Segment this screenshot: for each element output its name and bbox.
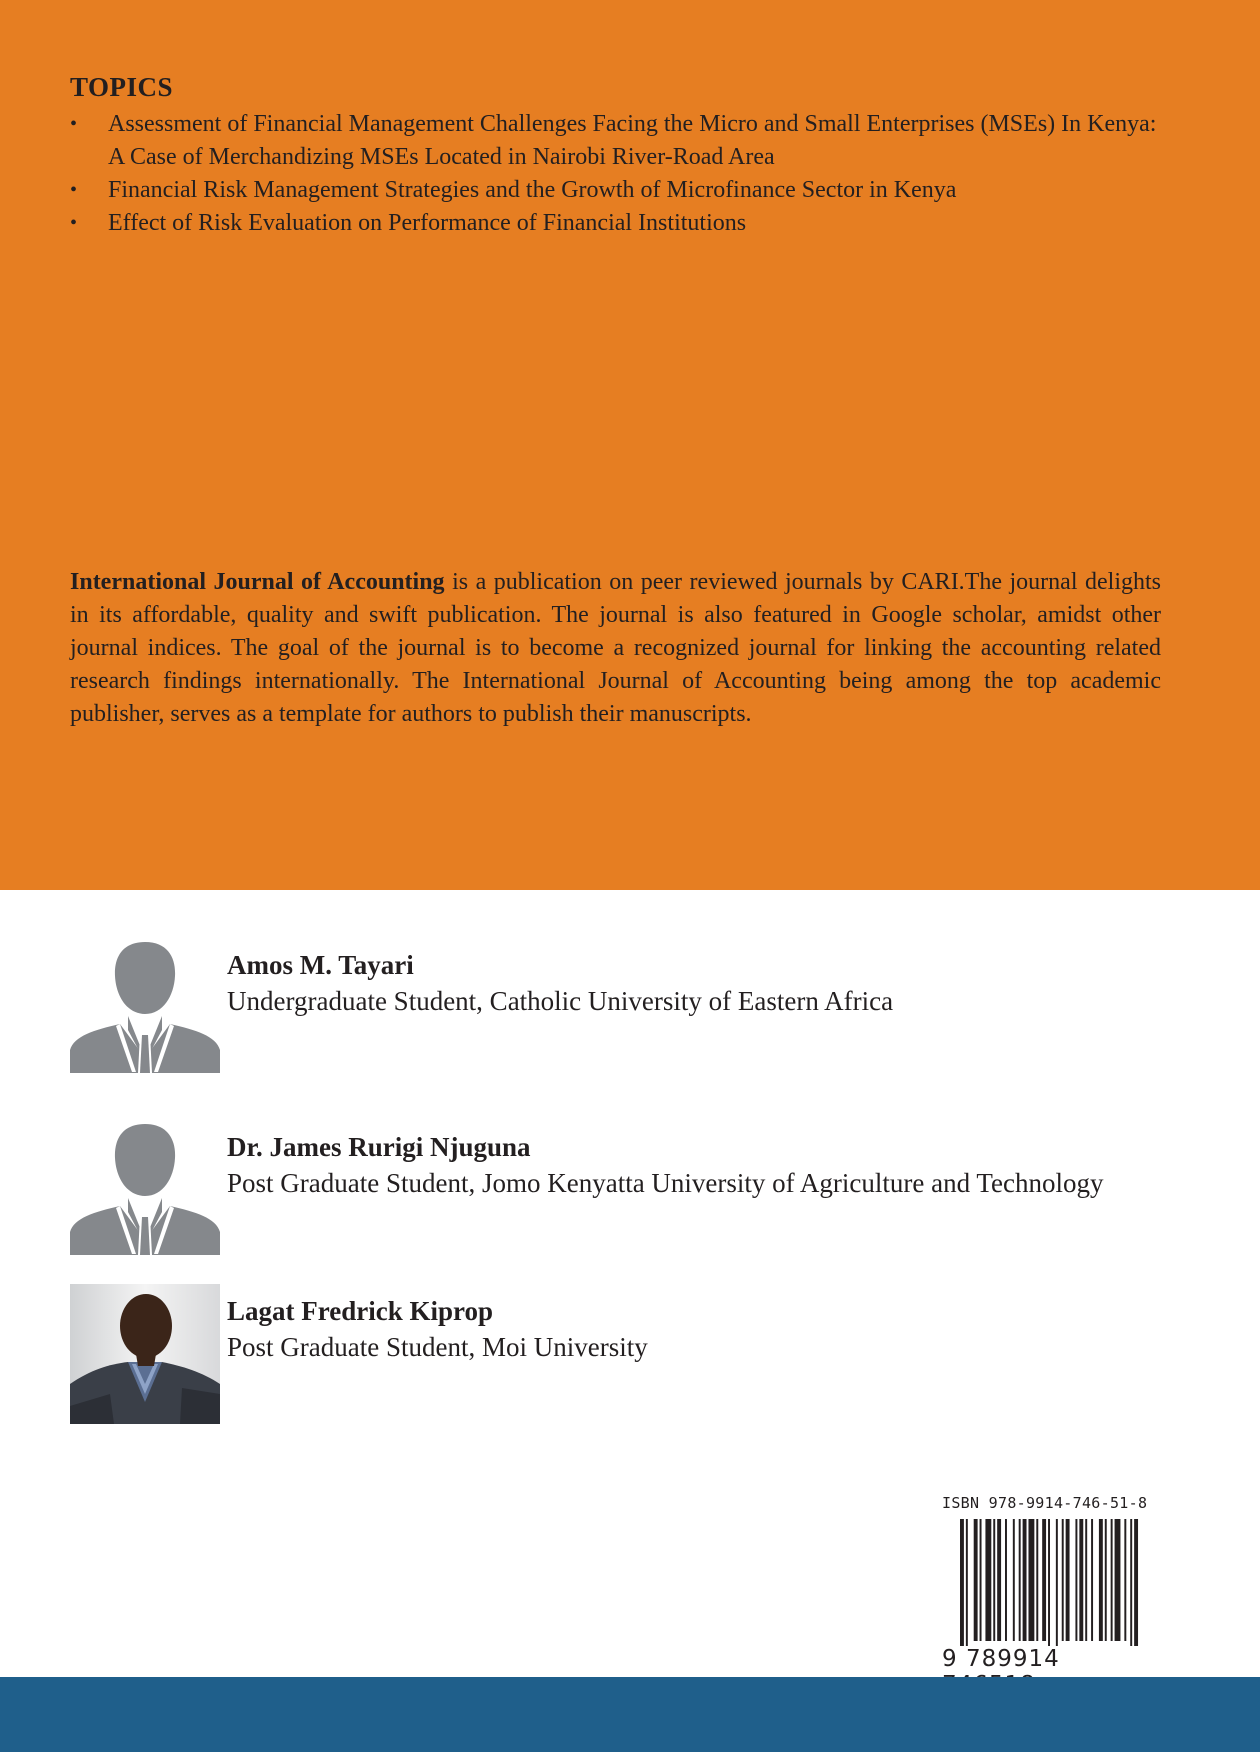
barcode-bar bbox=[1115, 1519, 1121, 1641]
silhouette-icon bbox=[70, 938, 220, 1073]
portrait-photo bbox=[70, 1284, 220, 1424]
barcode-bar bbox=[1124, 1519, 1126, 1641]
journal-name: International Journal of Accounting bbox=[70, 569, 445, 595]
isbn-label: ISBN 978-9914-746-51-8 bbox=[942, 1494, 1148, 1512]
author-affiliation: Post Graduate Student, Jomo Kenyatta University of Agriculture and Technology bbox=[227, 1168, 1104, 1198]
isbn-barcode-block bbox=[940, 1494, 1160, 1674]
barcode-bar bbox=[997, 1519, 1001, 1641]
barcode-bar bbox=[985, 1519, 991, 1641]
author-name: Lagat Fredrick Kiprop bbox=[227, 1296, 494, 1326]
barcode-bar bbox=[1023, 1519, 1027, 1641]
barcode-bar bbox=[1048, 1519, 1050, 1659]
author-name: Dr. James Rurigi Njuguna bbox=[227, 1132, 531, 1162]
barcode-bar bbox=[1062, 1519, 1064, 1641]
barcode-bar bbox=[1028, 1519, 1034, 1641]
barcode-bar bbox=[993, 1519, 995, 1641]
author-name: Amos M. Tayari bbox=[227, 950, 414, 980]
barcode-bar bbox=[1013, 1519, 1015, 1641]
barcode-bar bbox=[1019, 1519, 1021, 1641]
author-entry bbox=[70, 1284, 1170, 1424]
barcode-bar bbox=[1056, 1519, 1058, 1659]
barcode-bar bbox=[980, 1519, 982, 1641]
topic-item: • Assessment of Financial Management Challenges Facing the Micro and Small Enterprises (MSEs) In Kenya: A Case of Merchandizing MSEs Located in Nairobi River-Road Area bbox=[70, 108, 1170, 174]
barcode-bar bbox=[1130, 1519, 1132, 1659]
barcode-bar bbox=[1036, 1519, 1038, 1641]
barcode-bar bbox=[1075, 1519, 1077, 1641]
barcode-bar bbox=[1134, 1519, 1138, 1659]
barcode-bar bbox=[966, 1519, 968, 1659]
journal-description bbox=[70, 566, 1161, 731]
barcode-bar bbox=[1066, 1519, 1070, 1641]
topics-list bbox=[70, 108, 1170, 240]
journal-description-text: is a publication on peer reviewed journals by CARI.The journal delights in its affordable, quality and swift publication. The journal is also featured in Google scholar, amidst other journal indices. The goal of the journal is to become a recognized journal for linking the accounting related research findings internationally. The International Journal of Accounting being among the top academic publisher, serves as a template for authors to publish their manuscripts. bbox=[70, 569, 1161, 727]
topic-item: • Financial Risk Management Strategies and the Growth of Microfinance Sector in Kenya bbox=[70, 174, 1170, 207]
author-affiliation: Post Graduate Student, Moi University bbox=[227, 1332, 648, 1362]
footer-band bbox=[0, 1677, 1260, 1752]
barcode-icon bbox=[960, 1519, 1140, 1659]
barcode-bar bbox=[960, 1519, 964, 1659]
barcode-bar bbox=[1079, 1519, 1083, 1641]
barcode-bar bbox=[1085, 1519, 1087, 1641]
barcode-bar bbox=[1111, 1519, 1113, 1641]
barcode-bar bbox=[1091, 1519, 1093, 1641]
isbn-digits: 9 789914 bbox=[942, 1646, 1160, 1698]
silhouette-icon bbox=[70, 1120, 220, 1255]
barcode-bar bbox=[1099, 1519, 1103, 1641]
author-entry bbox=[70, 1120, 1170, 1260]
topics-heading: TOPICS bbox=[70, 72, 174, 102]
barcode-bar bbox=[1042, 1519, 1046, 1641]
barcode-bar bbox=[1105, 1519, 1107, 1641]
barcode-bar bbox=[974, 1519, 978, 1641]
topic-item: • Effect of Risk Evaluation on Performance of Financial Institutions bbox=[70, 207, 1170, 240]
author-affiliation: Undergraduate Student, Catholic University of Eastern Africa bbox=[227, 986, 894, 1016]
author-entry bbox=[70, 938, 1170, 1078]
barcode-bar bbox=[1005, 1519, 1007, 1641]
